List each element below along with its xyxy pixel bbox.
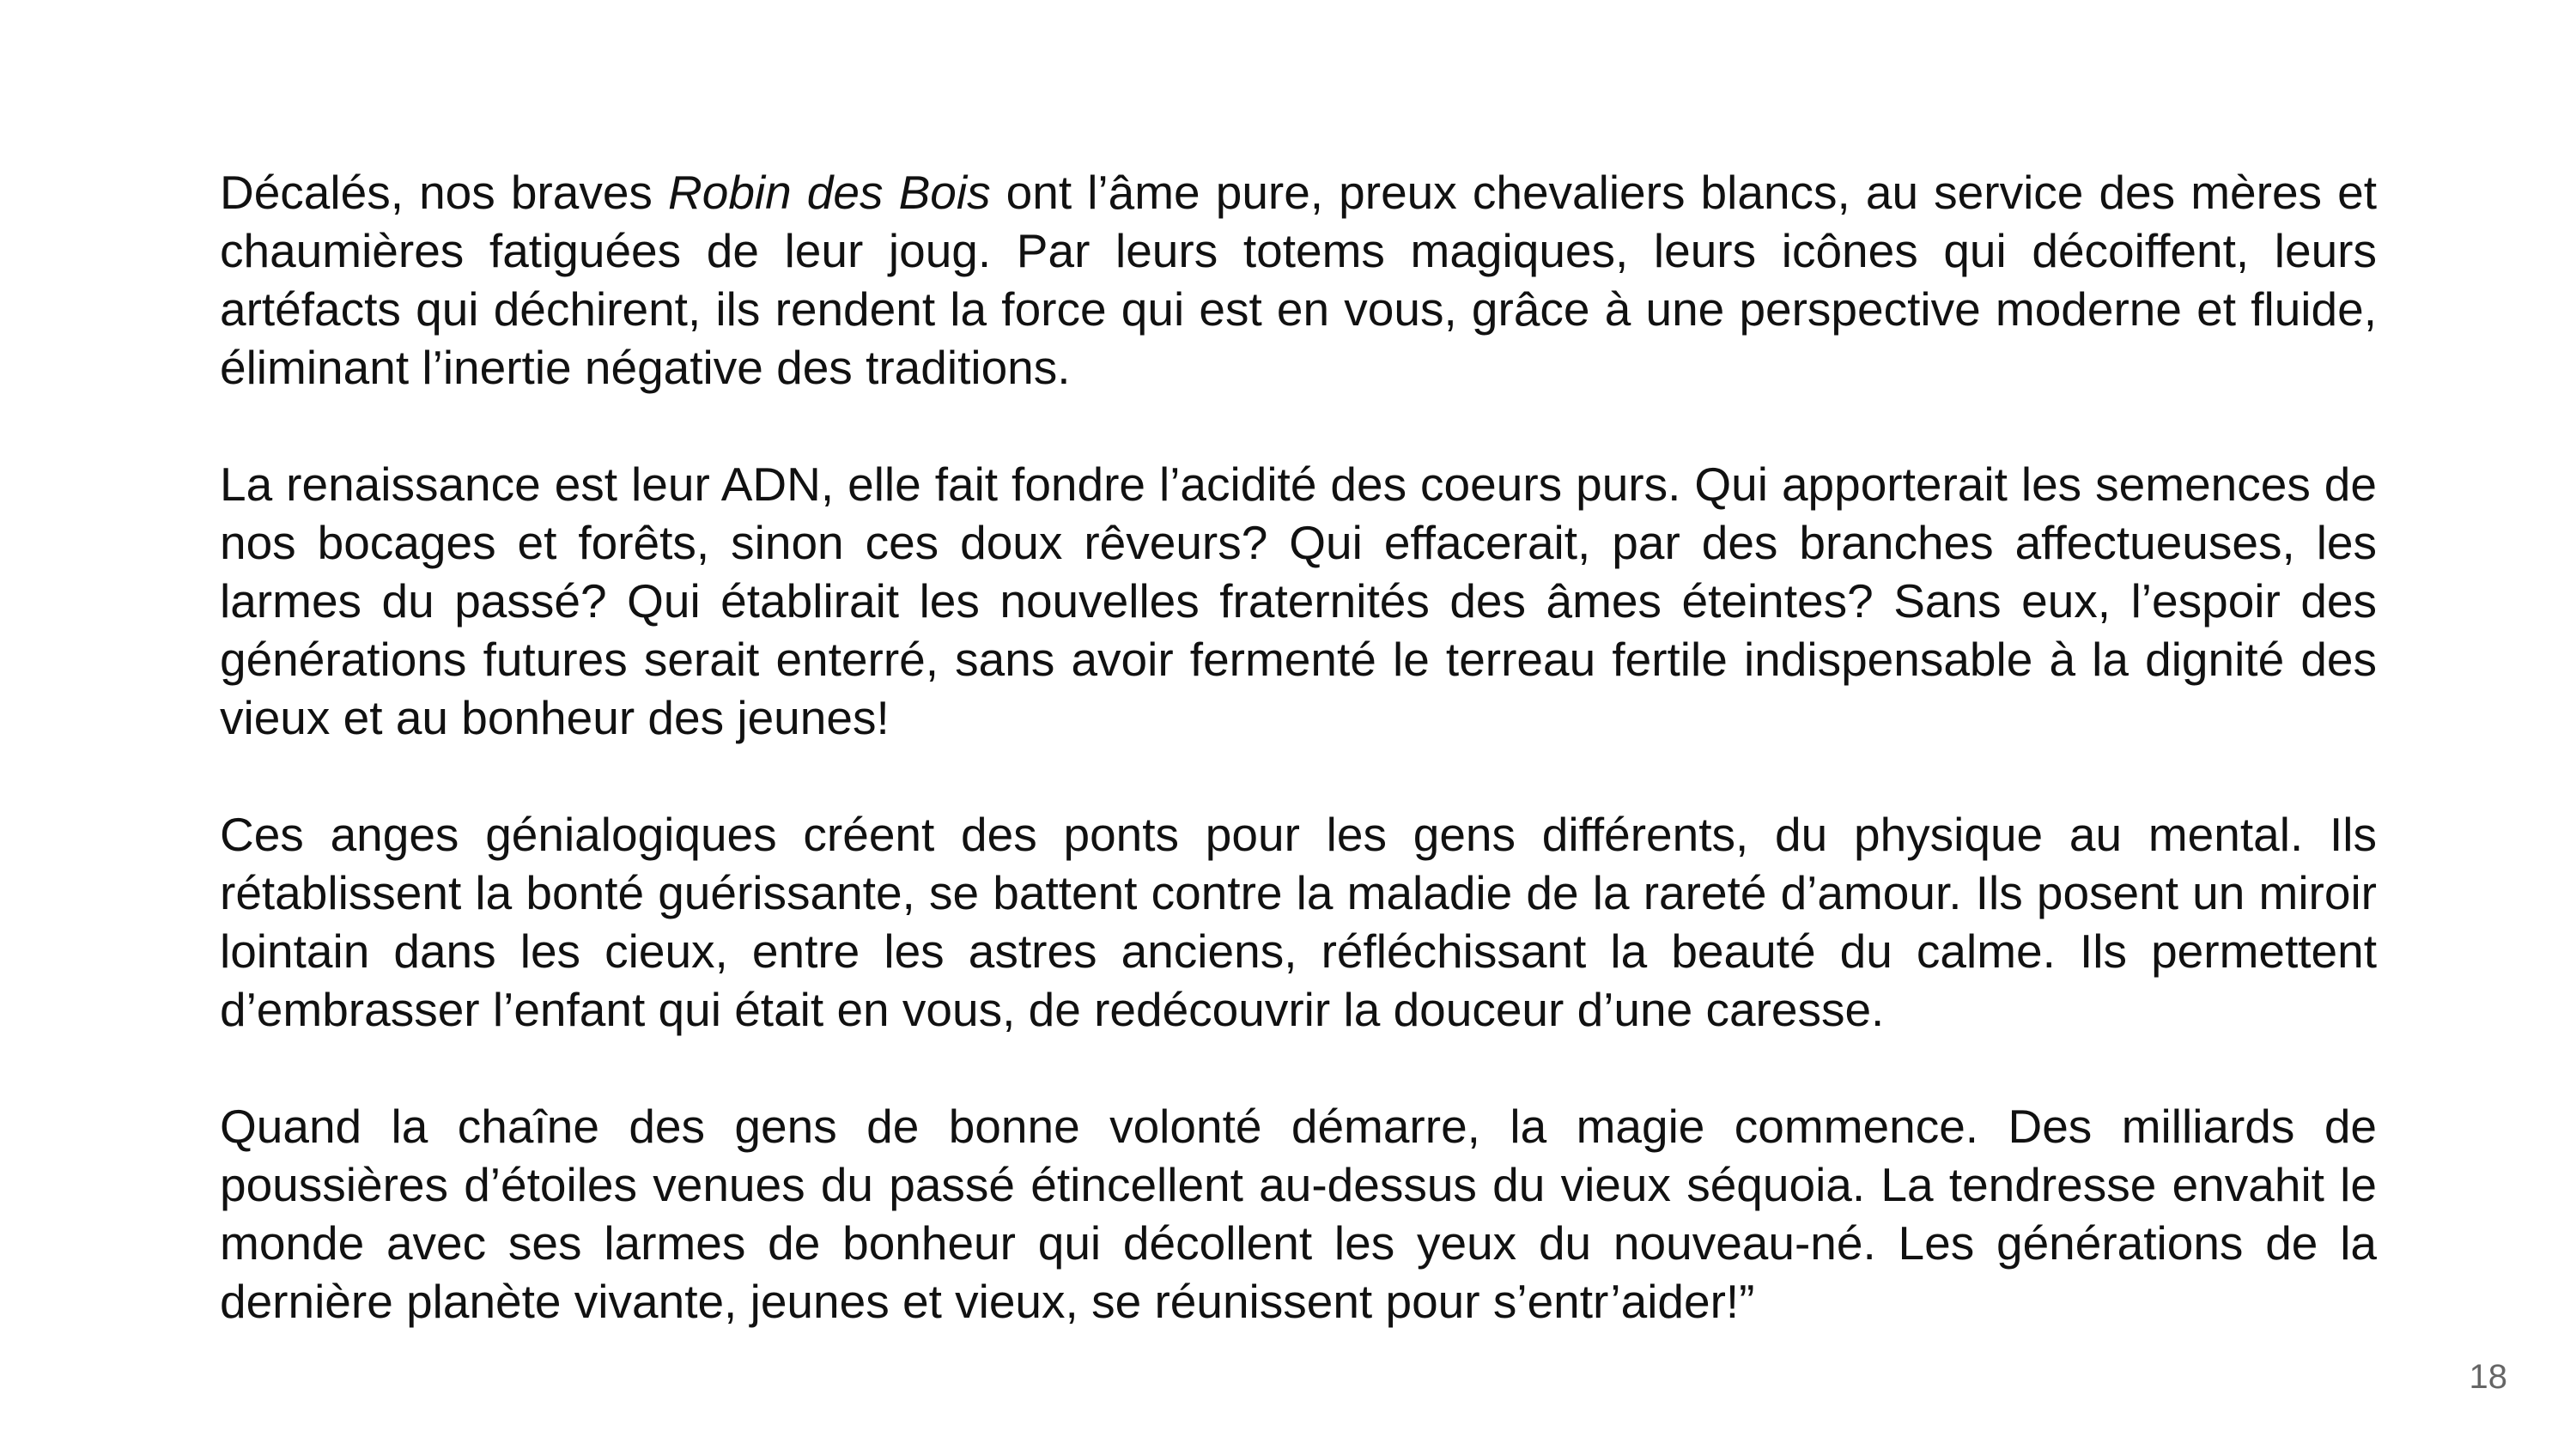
paragraph-2: La renaissance est leur ADN, elle fait fondre l’acidité des coeurs purs. Qui apporterait les semences de nos bocages et forêts, sinon ces doux rêveurs? Qui effacerait, par des branches affectueuses, les larmes du passé? Qui établirait les nouvelles fraternités des âmes éteintes? Sans eux, l’espoir des générations futures serait enterré, sans avoir fermenté le terreau fertile indispensable à la dignité des vieux et au bonheur des jeunes!: [220, 458, 2377, 744]
page-number: 18: [2469, 1358, 2507, 1396]
body-text: [220, 163, 2377, 1331]
paragraph-1-lead: Décalés, nos braves: [220, 166, 669, 219]
paragraph-3: Ces anges génialogiques créent des ponts pour les gens différents, du physique au mental. Ils rétablissent la bonté guérissante, se battent contre la maladie de la rareté d’amour. Ils posent un miroir lointain dans les cieux, entre les astres anciens, réfléchissant la beauté du calme. Ils permettent d’embrasser l’enfant qui était en vous, de redécouvrir la douceur d’une caresse.: [220, 808, 2377, 1036]
paragraph-1-rest: ont l’âme pure, preux chevaliers blancs, au service des mères et chaumières fatiguées de leur joug. Par leurs totems magiques, leurs icônes qui décoiffent, leurs artéfacts qui déchirent, ils rendent la force qui est en vous, grâce à une perspective moderne et fluide, éliminant l’inertie négative des traditions.: [220, 166, 2377, 394]
paragraph-4: Quand la chaîne des gens de bonne volonté démarre, la magie commence. Des milliards de poussières d’étoiles venues du passé étincellent au-dessus du vieux séquoia. La tendresse envahit le monde avec ses larmes de bonheur qui décollent les yeux du nouveau-né. Les générations de la dernière planète vivante, jeunes et vieux, se réunissent pour s’entr’aider!”: [220, 1100, 2377, 1328]
paragraph-1: [220, 163, 2377, 397]
italic-title: Robin des Bois: [668, 166, 991, 219]
